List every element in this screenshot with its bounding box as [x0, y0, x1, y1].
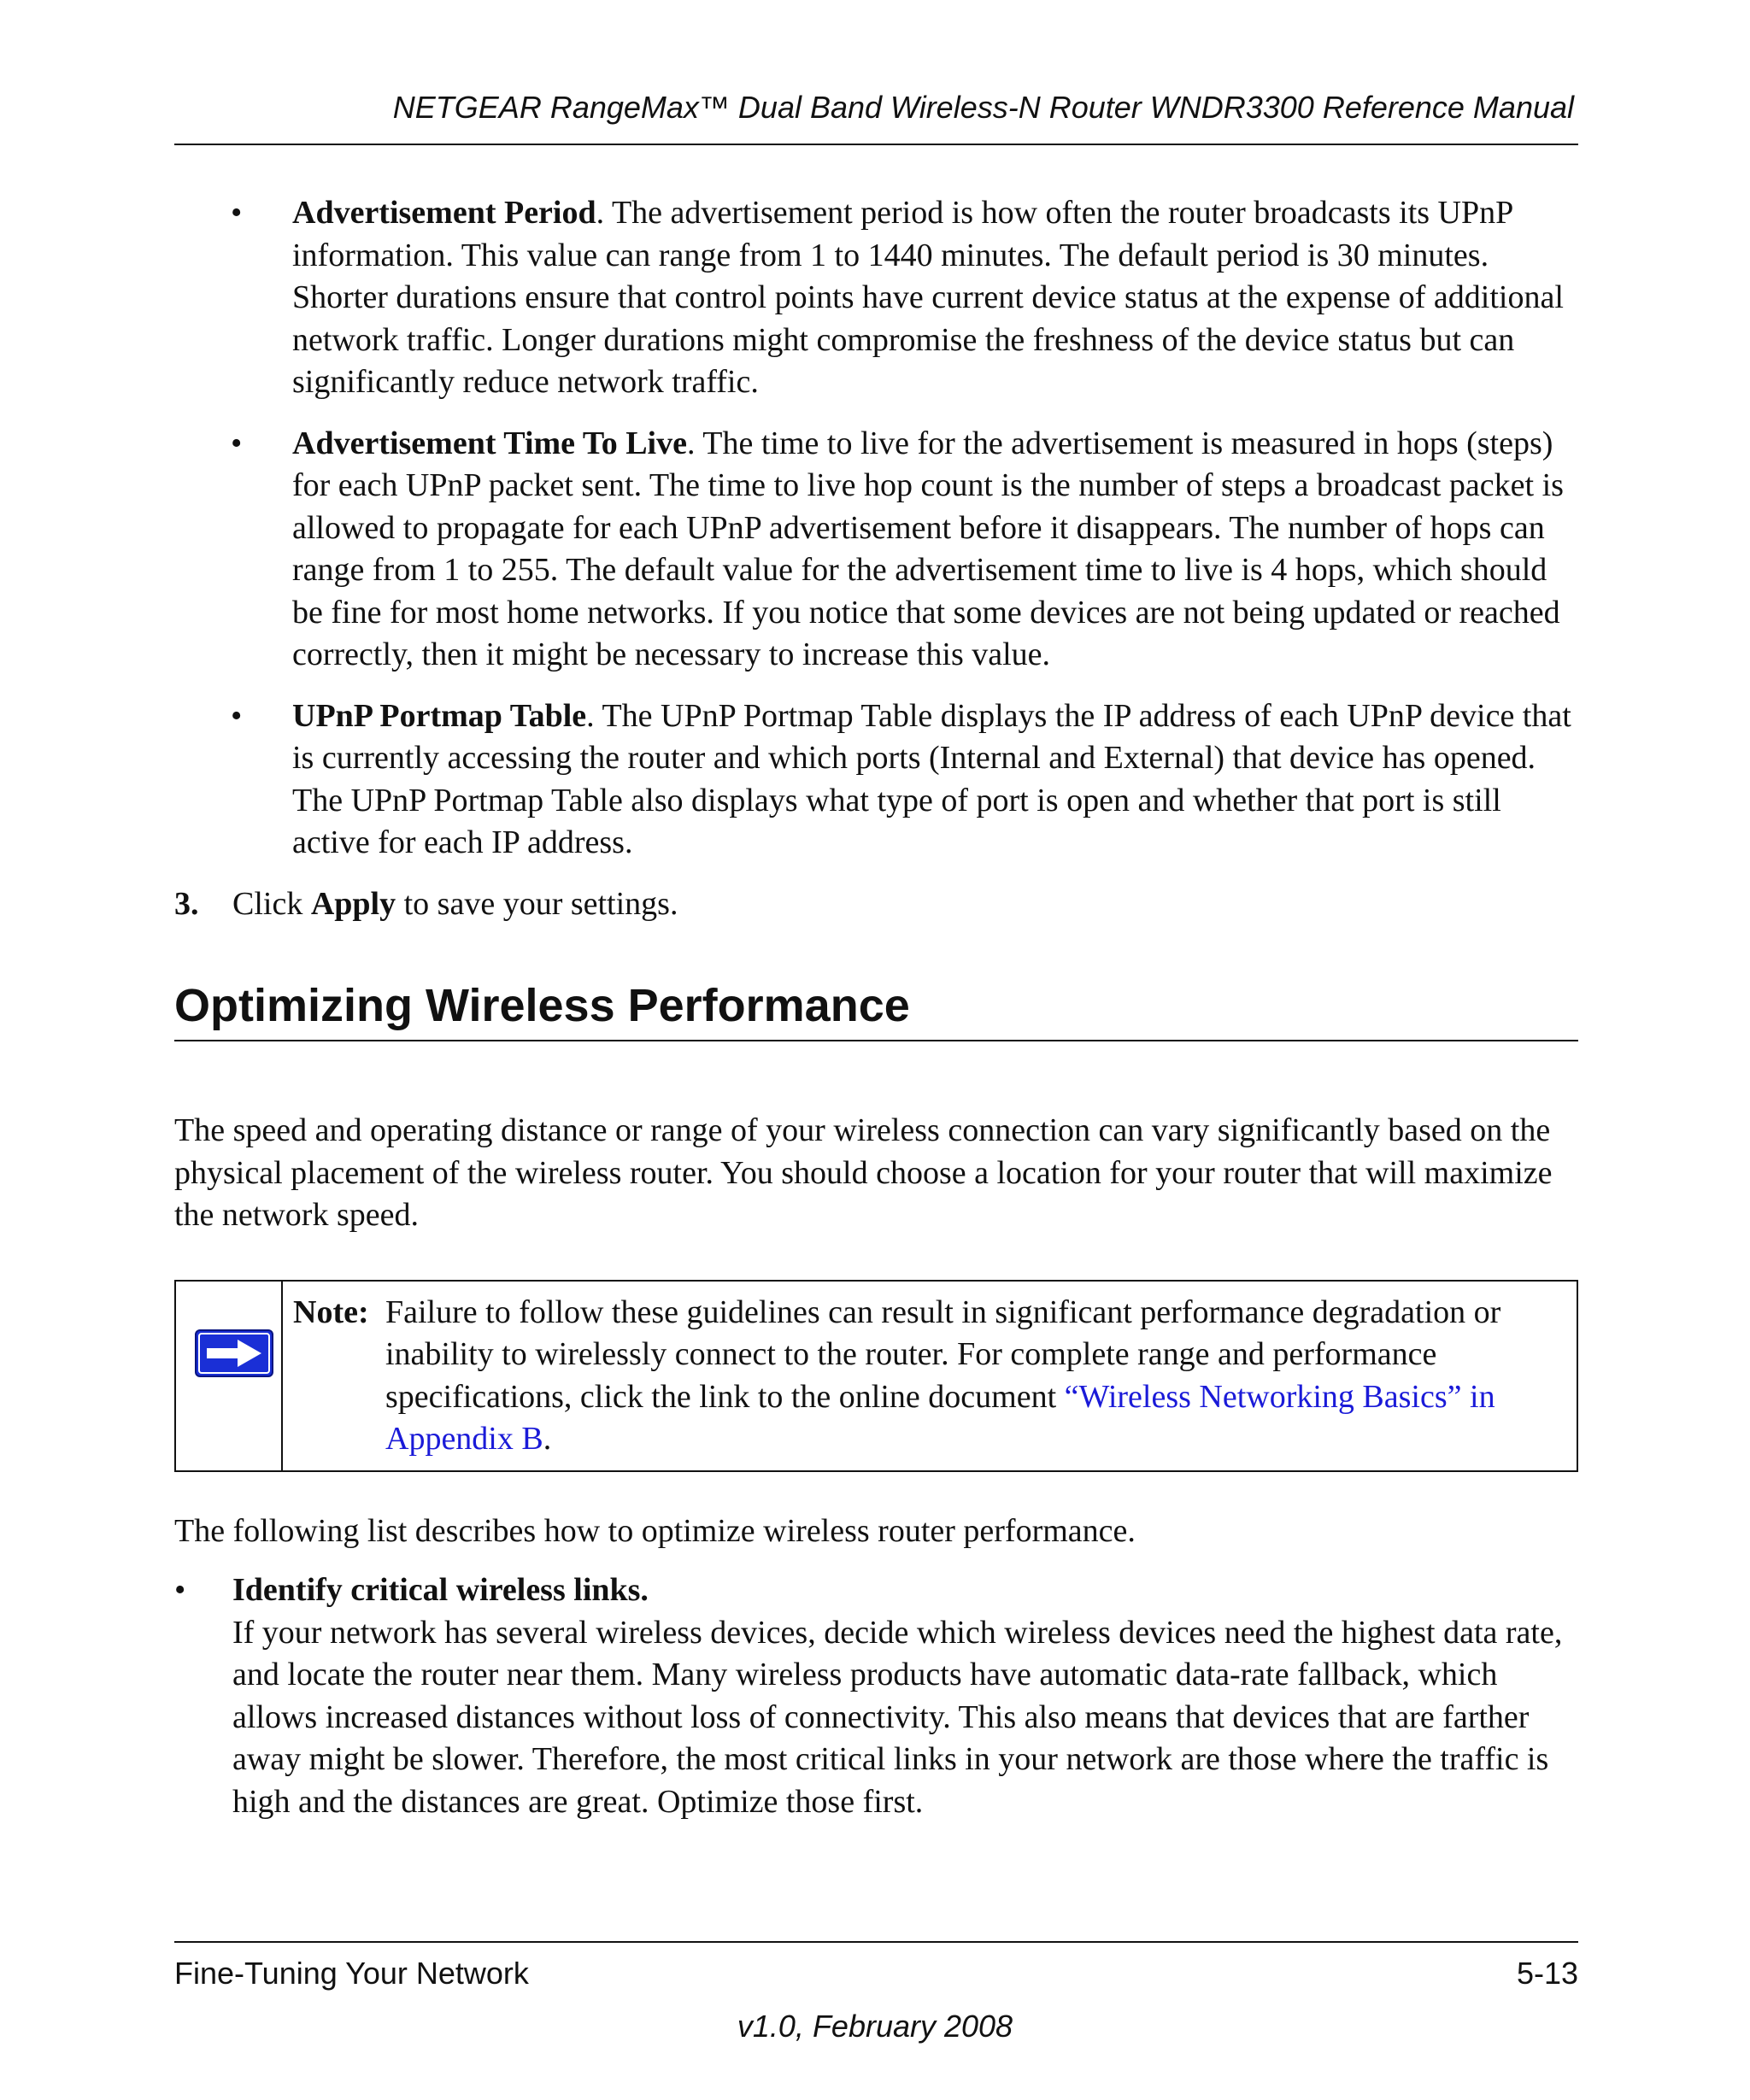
bullet-dot: • [174, 1572, 186, 1609]
list-item-text: If your network has several wireless devices, decide which wireless devices need the highest data rate, and locate the router near them. Many wireless products have automatic data-rate fallback, which allows increased distances without loss of connectivity. This also means that devices that are farther away might be slower. Therefore, the most critical links in your network are those where the traffic is high and the distances are great. Optimize those first. [232, 1614, 1563, 1820]
step-number: 3. [174, 885, 199, 922]
section-intro: The speed and operating distance or range of your wireless connection can vary significantly based on the physical placement of the wireless router. You should choose a location for your router that will maximize the network speed. [174, 1112, 1553, 1234]
step-suffix: to save your settings. [396, 885, 678, 922]
list-item-critical-links [174, 1569, 1578, 1823]
note-end: . [543, 1421, 552, 1458]
term-description: . The UPnP Portmap Table displays the IP address of each UPnP device that is currently accessing the router and which ports (Internal and External) that device has opened. The UPnP Portmap Table also displays what type of port is open and whether that port is still active for each IP address. [292, 697, 1571, 860]
section-title: Optimizing Wireless Performance [174, 981, 1578, 1041]
footer-rule [174, 1941, 1578, 1943]
list-intro: The following list describes how to optimize wireless router performance. [174, 1512, 1136, 1549]
footer-chapter: Fine-Tuning Your Network [174, 1956, 529, 1991]
footer-version: v1.0, February 2008 [737, 2009, 1013, 2044]
note-text-cell [283, 1282, 1577, 1470]
list-item-advertisement-ttl [174, 423, 1578, 677]
step-prefix: Click [232, 885, 311, 922]
note-label: Note: [293, 1293, 369, 1330]
note-text [293, 1292, 1565, 1461]
page-content [174, 192, 1578, 1823]
note-body: Failure to follow these guidelines can result in significant performance degradation or inability to wirelessly connect to the router. For complete range and performance specifications, click the link to the online document [385, 1293, 1501, 1415]
term: Advertisement Time To Live [292, 425, 687, 461]
footer-page-number: 5-13 [1516, 1956, 1578, 1991]
term: UPnP Portmap Table [292, 697, 587, 734]
list-item-advertisement-period [174, 192, 1578, 404]
term-description: . The time to live for the advertisement is measured in hops (steps) for each UPnP packet sent. The time to live hop count is the number of steps a broadcast packet is allowed to propagate for each UPnP advertisement before it disappears. The number of hops can range from 1 to 255. The default value for the advertisement time to live is 4 hops, which should be fine for most home networks. If you notice that some devices are not being updated or reached correctly, then it might be necessary to increase this value. [292, 425, 1564, 672]
list-item-upnp-portmap-table [174, 695, 1578, 865]
term-description: . The advertisement period is how often the router broadcasts its UPnP information. This value can range from 1 to 1440 minutes. The default period is 30 minutes. Shorter durations ensure that control points have current device status at the expense of additional network traffic. Longer durations might compromise the freshness of the device status but can significantly reduce network traffic. [292, 195, 1564, 400]
bullet-dot: • [231, 425, 243, 461]
bullet-dot: • [231, 195, 243, 231]
running-header: NETGEAR RangeMax™ Dual Band Wireless-N Router WNDR3300 Reference Manual [392, 90, 1574, 125]
apply-action-label: Apply [310, 885, 396, 922]
term: Advertisement Period [292, 195, 596, 231]
note-icon-cell [176, 1282, 283, 1470]
arrow-right-icon [195, 1329, 273, 1377]
appendix-b-link[interactable]: “Wireless Networking Basics” in Appendix B [385, 1378, 1495, 1458]
list-item-title: Identify critical wireless links. [232, 1572, 649, 1609]
note-box [174, 1280, 1578, 1472]
bullet-dot: • [231, 697, 243, 734]
step-3 [174, 883, 1578, 926]
header-rule [174, 144, 1578, 145]
